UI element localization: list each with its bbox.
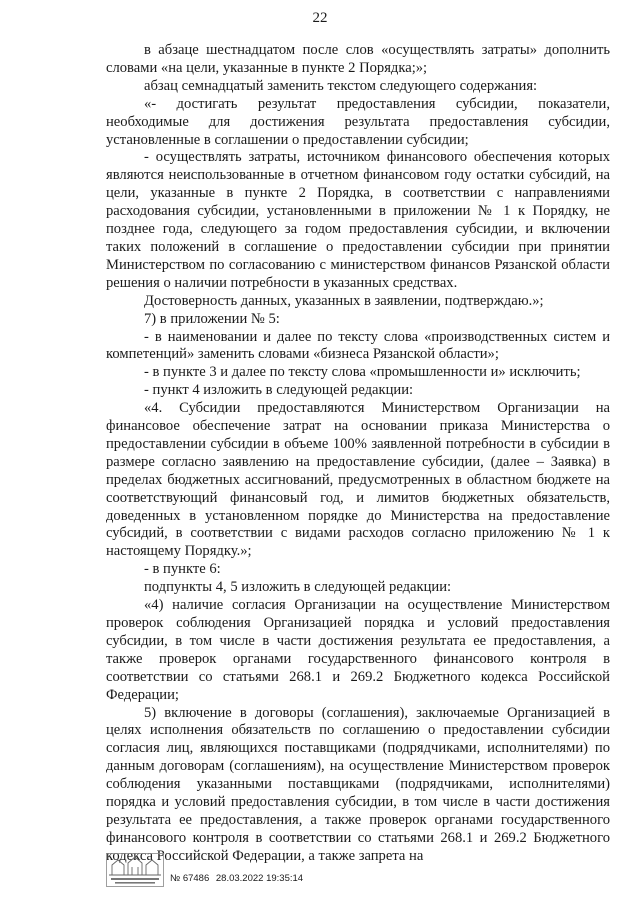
paragraph: «4) наличие согласия Организации на осуществление Министерством проверок соблюдения Организацией порядка и условий предоставления субсидии, в том числе в части достижения результата ее предоставления, а также проверок органами государственного финансового контроля в соответствии со статьями 268.1 и 269.2 Бюджетного кодекса Российской Федерации;: [106, 597, 610, 703]
paragraph: абзац семнадцатый заменить текстом следующего содержания:: [144, 77, 538, 94]
paragraph: в абзаце шестнадцатом после слов «осуществлять затраты» дополнить словами «на цели, указанные в пункте 2 Порядка;»;: [106, 42, 610, 76]
paragraph: «- достигать результат предоставления субсидии, показатели, необходимые для достижения результата предоставления субсидии, установленные в соглашении о предоставлении субсидии;: [106, 95, 610, 148]
page-number: 22: [312, 10, 328, 26]
paragraph: - в пункте 6:: [144, 561, 221, 578]
paragraph: 5) включение в договоры (соглашения), заключаемые Организацией в целях исполнения обязательств по соглашению о предоставлении субсидии согласия лиц, являющихся поставщиками (подрядчиками, исполнителями) по данным договорам (соглашениям), на осуществление Министерством проверок соблюдения указанными поставщиками (подрядчиками, исполнителями) порядка и условий предоставления субсидии, в том числе в части достижения результата ее предоставления, а также проверок органами государственного финансового контроля в соответствии со статьями 268.1 и 269.2 Бюджетного кодекса Российской Федерации, а также запрета на: [106, 704, 610, 864]
paragraph: - осуществлять затраты, источником финансового обеспечения которых являются неиспользованные в отчетном финансовом году остатки субсидий, на цели, указанные в пункте 2 Порядка, в соответствии с направлениями расходования субсидии, установленными в приложении № 1 к Порядку, не позднее года, следующего за годом предоставления субсидии, и включении таких положений в соглашение о предоставлении субсидии при принятии Министерством по согласованию с министерством финансов Рязанской области решения о наличии потребности в указанных средствах.: [106, 149, 610, 291]
paragraph: - в пункте 3 и далее по тексту слова «промышленности и» исключить;: [144, 364, 581, 381]
document-footer: [106, 853, 406, 893]
paragraph: «4. Субсидии предоставляются Министерством Организации на финансовое обеспечение затрат на основании приказа Министерства о предоставлении субсидии в объеме 100% заявленной потребности в субсидии в размере согласно заявлению на предоставление субсидии, (далее – Заявка) в пределах бюджетных ассигнований, предусмотренных в областном бюджете на соответствующий финансовый год, и лимитов бюджетных обязательств, доведенных в установленном порядке до Министерства на предоставление субсидий, в соответствии с видами расходов согласно приложению № 1 к настоящему Порядку.»;: [106, 400, 610, 560]
government-seal-icon: [106, 853, 164, 887]
document-timestamp: 28.03.2022 19:35:14: [215, 873, 304, 884]
paragraph: - в наименовании и далее по тексту слова «производственных систем и компетенций» заменить словами «бизнеса Рязанской области»;: [106, 328, 610, 363]
paragraph: Достоверность данных, указанных в заявлении, подтверждаю.»;: [144, 292, 544, 309]
paragraph: подпункты 4, 5 изложить в следующей редакции:: [144, 579, 452, 596]
document-stamp-caption: [170, 873, 307, 884]
document-number: № 67486: [170, 873, 210, 884]
paragraph: 7) в приложении № 5:: [144, 310, 280, 327]
paragraph: - пункт 4 изложить в следующей редакции:: [144, 382, 414, 399]
document-body: [106, 42, 610, 866]
